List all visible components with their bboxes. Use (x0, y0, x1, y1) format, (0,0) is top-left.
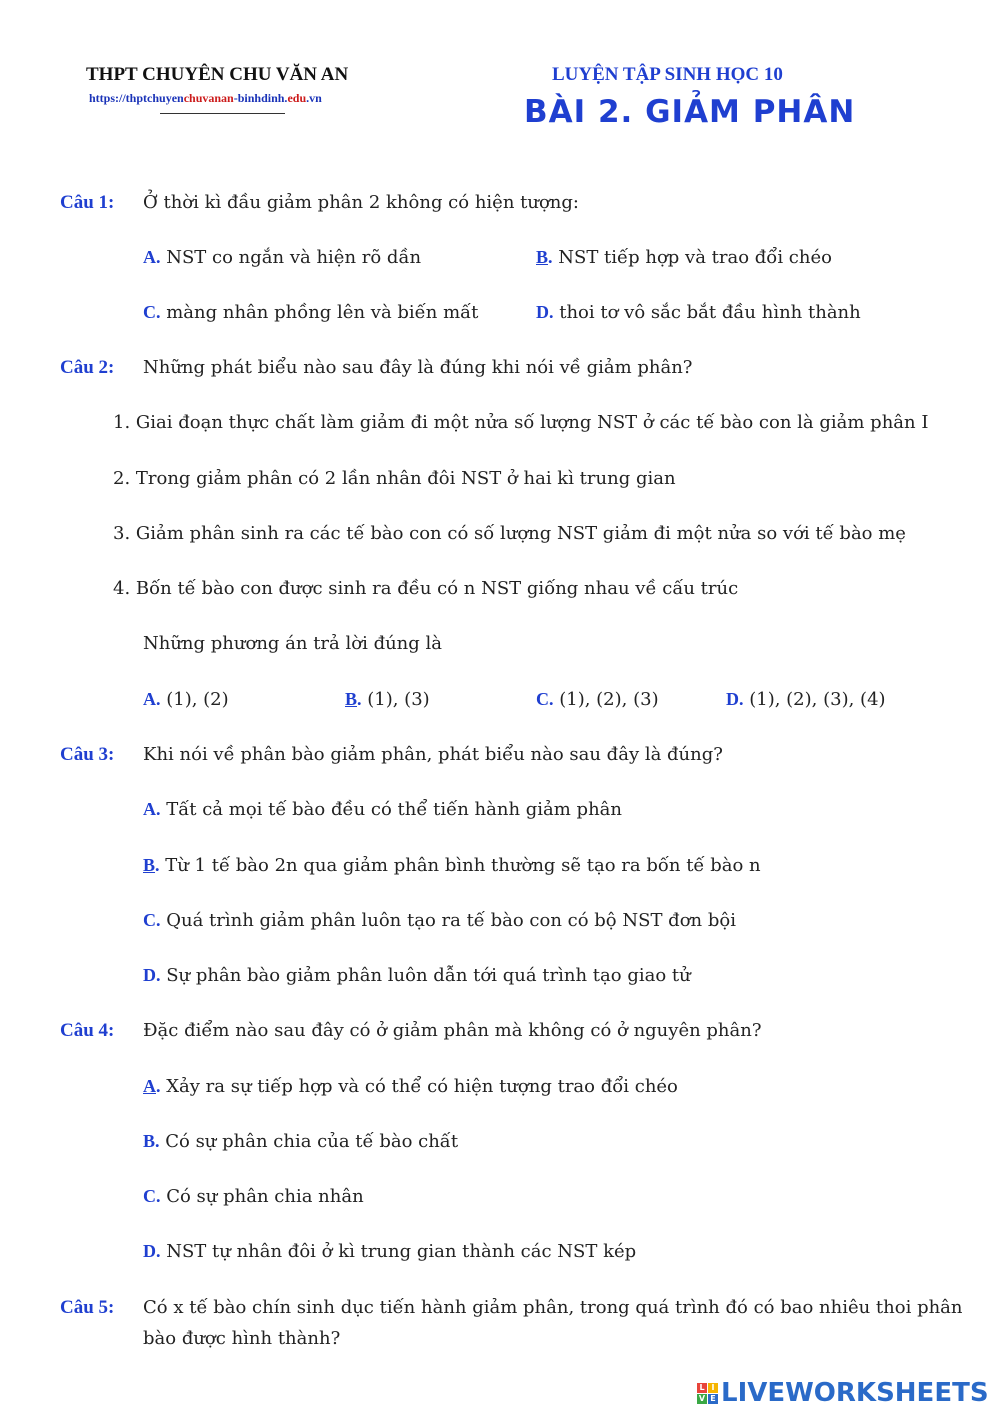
course-title: LUYỆN TẬP SINH HỌC 10 (552, 64, 783, 85)
question-3-option-b[interactable]: B. Từ 1 tế bào 2n qua giảm phân bình thường sẽ tạo ra bốn tế bào n (143, 855, 761, 876)
question-2-option-a[interactable]: A. (1), (2) (143, 689, 229, 710)
question-4-option-d[interactable]: D. NST tự nhân đôi ở kì trung gian thành các NST kép (143, 1241, 637, 1262)
question-2-statement-4: 4. Bốn tế bào con được sinh ra đều có n NST giống nhau về cấu trúc (113, 578, 739, 599)
school-url[interactable]: https://thptchuyenchuvanan-binhdinh.edu.vn (89, 91, 322, 105)
question-4-option-a[interactable]: A. Xảy ra sự tiếp hợp và có thể có hiện tượng trao đổi chéo (143, 1076, 678, 1097)
header-divider (160, 113, 285, 114)
liveworksheets-brand: LIVEWORKSHEETS (721, 1378, 989, 1408)
question-5-text-line-2: bào được hình thành? (143, 1328, 341, 1349)
liveworksheets-icon (697, 1383, 718, 1404)
question-2-option-b[interactable]: B. (1), (3) (345, 689, 430, 710)
question-4-label: Câu 4: (60, 1020, 115, 1041)
question-1-option-d[interactable]: D. thoi tơ vô sắc bắt đầu hình thành (536, 302, 861, 323)
question-5-label: Câu 5: (60, 1297, 115, 1318)
question-2-label: Câu 2: (60, 357, 115, 378)
logo-cell-v: V (698, 1393, 706, 1403)
question-5-text-line-1: Có x tế bào chín sinh dục tiến hành giảm phân, trong quá trình đó có bao nhiêu thoi phân (143, 1297, 963, 1318)
logo-cell-l: L (697, 1383, 707, 1393)
question-3-text: Khi nói về phân bào giảm phân, phát biểu nào sau đây là đúng? (143, 744, 723, 765)
question-2-text: Những phát biểu nào sau đây là đúng khi nói về giảm phân? (143, 357, 693, 378)
question-4-option-c[interactable]: C. Có sự phân chia nhân (143, 1186, 364, 1207)
question-2-statement-1: 1. Giai đoạn thực chất làm giảm đi một nửa số lượng NST ở các tế bào con là giảm phân I (113, 412, 929, 433)
question-3-option-a[interactable]: A. Tất cả mọi tế bào đều có thể tiến hành giảm phân (143, 799, 622, 820)
question-4-option-b[interactable]: B. Có sự phân chia của tế bào chất (143, 1131, 459, 1152)
question-1-text: Ở thời kì đầu giảm phân 2 không có hiện tượng: (143, 192, 579, 213)
question-4-text: Đặc điểm nào sau đây có ở giảm phân mà không có ở nguyên phân? (143, 1020, 762, 1041)
lesson-title: BÀI 2. GIẢM PHÂN (524, 94, 856, 130)
question-3-option-d[interactable]: D. Sự phân bào giảm phân luôn dẫn tới quá trình tạo giao tử (143, 965, 691, 986)
question-2-option-c[interactable]: C. (1), (2), (3) (536, 689, 659, 710)
question-1-option-a[interactable]: A. NST co ngắn và hiện rõ dần (143, 247, 422, 268)
question-3-option-c[interactable]: C. Quá trình giảm phân luôn tạo ra tế bào con có bộ NST đơn bội (143, 910, 736, 931)
liveworksheets-logo[interactable] (697, 1378, 989, 1408)
question-3-label: Câu 3: (60, 744, 115, 765)
question-2-statement-3: 3. Giảm phân sinh ra các tế bào con có số lượng NST giảm đi một nửa so với tế bào mẹ (113, 523, 906, 544)
school-name: THPT CHUYÊN CHU VĂN AN (86, 64, 349, 85)
question-1-option-c[interactable]: C. màng nhân phồng lên và biến mất (143, 302, 479, 323)
question-2-option-d[interactable]: D. (1), (2), (3), (4) (726, 689, 886, 710)
question-2-prompt: Những phương án trả lời đúng là (143, 633, 443, 654)
logo-cell-e: E (708, 1394, 718, 1404)
question-1-label: Câu 1: (60, 192, 115, 213)
logo-cell-i: I (708, 1383, 718, 1393)
question-2-statement-2: 2. Trong giảm phân có 2 lần nhân đôi NST ở hai kì trung gian (113, 468, 676, 489)
question-1-option-b[interactable]: B. NST tiếp hợp và trao đổi chéo (536, 247, 832, 268)
